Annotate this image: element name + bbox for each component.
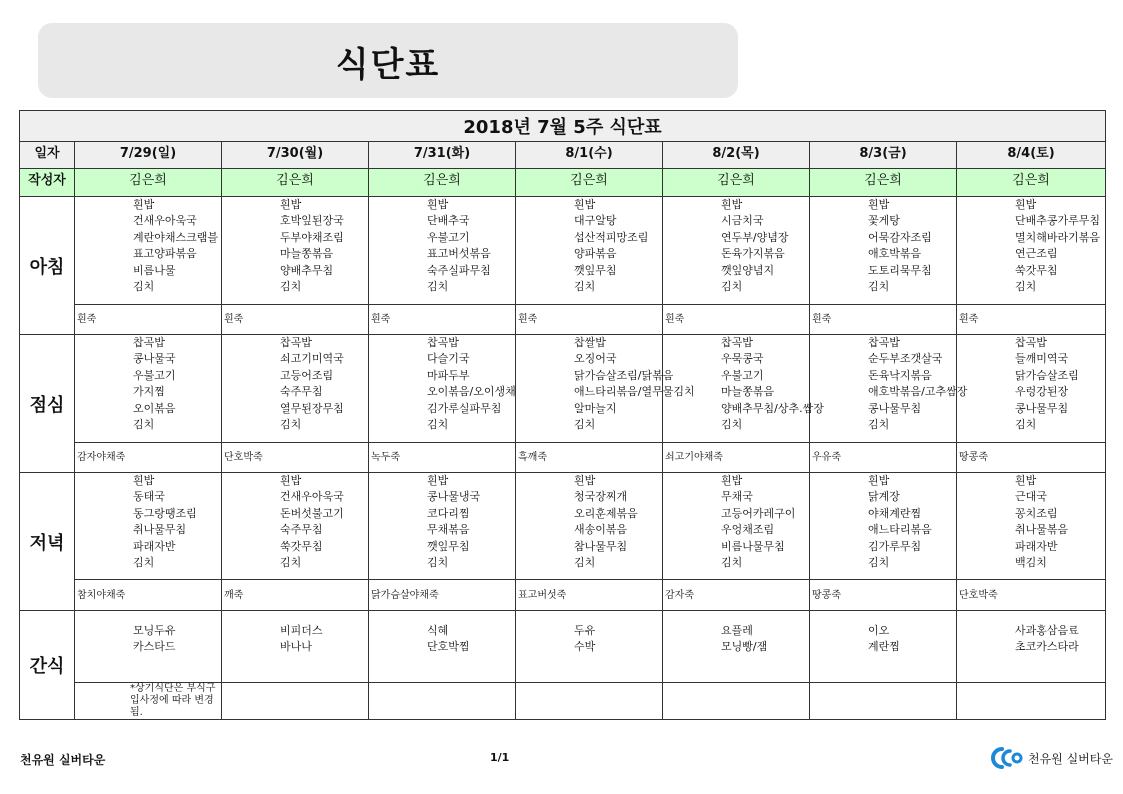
menu-item: 호박잎된장국	[280, 214, 344, 228]
menu-item: 김치	[721, 418, 743, 432]
date-cell: 7/29(일)	[75, 142, 222, 169]
porridge-cell: 흰죽	[810, 305, 957, 335]
writer-cell: 김은희	[222, 169, 369, 197]
menu-item: 무채국	[721, 490, 753, 504]
menu-item: 김치	[133, 280, 155, 294]
writer-row	[20, 169, 1106, 197]
menu-item: 찹곡밥	[280, 336, 312, 349]
menu-item: 김치	[427, 418, 449, 432]
porridge-cell: 흰죽	[369, 305, 516, 335]
date-cell: 8/4(토)	[957, 142, 1106, 169]
menu-item: 마늘쫑볶음	[721, 385, 775, 399]
menu-item: 연두부/양념장	[721, 230, 789, 244]
cyw-logo-icon	[990, 745, 1026, 771]
menu-item: 김치	[868, 280, 890, 294]
porridge-cell: 단호박죽	[957, 580, 1106, 611]
menu-item: 콩나물냉국	[427, 490, 481, 504]
menu-item: 흰밥	[721, 198, 743, 211]
dinner-menu-cell	[810, 473, 957, 580]
snack-item: 식혜	[427, 624, 449, 637]
menu-item: 돈육가지볶음	[721, 247, 785, 261]
menu-item: 김치	[427, 280, 449, 294]
porridge-cell: 감자죽	[663, 580, 810, 611]
menu-item: 두부야채조림	[280, 230, 344, 244]
footer-page-number: 1/1	[490, 751, 510, 764]
snack-menu-cell	[957, 611, 1106, 683]
lunch-menu-cell	[957, 335, 1106, 443]
dinner-menu-cell	[663, 473, 810, 580]
date-cell: 7/31(화)	[369, 142, 516, 169]
porridge-cell: 쇠고기야채죽	[663, 443, 810, 473]
menu-item: 가지찜	[133, 385, 165, 399]
note-cell	[369, 683, 516, 720]
menu-item: 들깨미역국	[1015, 352, 1069, 366]
menu-item: 흰밥	[1015, 198, 1037, 211]
menu-item: 숙주무침	[280, 523, 323, 537]
dinner-menu-cell	[516, 473, 663, 580]
breakfast-menu-cell	[516, 197, 663, 305]
breakfast-label: 아침	[20, 197, 75, 335]
menu-item: 김치	[868, 556, 890, 570]
menu-item: 흰밥	[721, 474, 743, 487]
menu-item: 우엉채조림	[721, 523, 775, 537]
porridge-cell: 흰죽	[75, 305, 222, 335]
date-label: 일자	[20, 142, 75, 169]
menu-item: 백김치	[1015, 556, 1047, 570]
menu-item: 콩나물무침	[868, 401, 922, 415]
writer-cell: 김은희	[75, 169, 222, 197]
menu-item: 깻잎양념지	[721, 263, 775, 277]
menu-item: 흰밥	[574, 474, 596, 487]
snack-menu-cell	[516, 611, 663, 683]
dinner-menu-cell	[222, 473, 369, 580]
menu-item: 흰밥	[868, 474, 890, 487]
menu-item: 애느타리볶음	[868, 523, 932, 537]
menu-item: 오리훈제볶음	[574, 506, 638, 520]
snack-item: 모닝두유	[133, 624, 176, 637]
menu-item: 흰밥	[280, 198, 302, 211]
menu-item: 어묵감자조림	[868, 230, 932, 244]
menu-item: 표고버섯볶음	[427, 247, 491, 261]
porridge-cell: 단호박죽	[222, 443, 369, 473]
date-cell: 8/1(수)	[516, 142, 663, 169]
menu-item: 우불고기	[133, 368, 176, 382]
porridge-cell: 땅콩죽	[810, 580, 957, 611]
menu-item: 멸치해바라기볶음	[1015, 230, 1101, 244]
menu-item: 흰밥	[133, 474, 155, 487]
menu-item: 흰밥	[574, 198, 596, 211]
menu-item: 꽁치조림	[1015, 506, 1058, 520]
menu-item: 비름나물	[133, 263, 176, 277]
porridge-cell: 표고버섯죽	[516, 580, 663, 611]
dinner-row	[20, 473, 1106, 580]
breakfast-menu-cell	[957, 197, 1106, 305]
menu-item: 쇠고기미역국	[280, 352, 344, 366]
dinner-menu-cell	[75, 473, 222, 580]
footer-organization: 천유원 실버타운	[20, 753, 106, 767]
writer-cell: 김은희	[957, 169, 1106, 197]
menu-item: 김치	[574, 556, 596, 570]
snack-menu-cell	[810, 611, 957, 683]
menu-item: 마늘쫑볶음	[280, 247, 334, 261]
menu-item: 고등어조림	[280, 368, 334, 382]
menu-item: 김가루실파무침	[427, 401, 502, 415]
snack-item: 이오	[868, 624, 890, 637]
snack-item: 단호박찜	[427, 640, 470, 653]
menu-item: 야채계란찜	[868, 506, 922, 520]
porridge-cell: 깨죽	[222, 580, 369, 611]
lunch-row	[20, 335, 1106, 443]
menu-item: 청국장찌개	[574, 490, 628, 504]
menu-item: 쑥갓무침	[280, 539, 323, 553]
menu-item: 돈육낙지볶음	[868, 368, 932, 382]
menu-item: 꽃게탕	[868, 214, 900, 228]
menu-item: 비름나물무침	[721, 539, 785, 553]
lunch-porridge-row	[20, 443, 1106, 473]
snack-item: 요플레	[721, 624, 753, 637]
menu-item: 표고양파볶음	[133, 247, 197, 261]
date-cell: 7/30(월)	[222, 142, 369, 169]
menu-item: 김치	[280, 418, 302, 432]
snack-item: 바나나	[280, 640, 312, 653]
menu-item: 파래자반	[133, 539, 176, 553]
menu-item: 김치	[280, 556, 302, 570]
menu-item: 닭가슴살조림/닭볶음	[574, 368, 674, 382]
menu-item: 섭산적피망조림	[574, 230, 649, 244]
date-row	[20, 142, 1106, 169]
menu-item: 흰밥	[133, 198, 155, 211]
menu-item: 계란야채스크램블	[133, 230, 219, 244]
menu-item: 동태국	[133, 490, 165, 504]
menu-item: 취나물볶음	[1015, 523, 1069, 537]
menu-item: 김가루무침	[868, 539, 922, 553]
breakfast-porridge-row	[20, 305, 1106, 335]
menu-item: 돈버섯불고기	[280, 506, 344, 520]
porridge-cell: 참치야채죽	[75, 580, 222, 611]
note-cell	[810, 683, 957, 720]
menu-item: 김치	[1015, 418, 1037, 432]
menu-item: 콩나물국	[133, 352, 176, 366]
dinner-menu-cell	[369, 473, 516, 580]
menu-item: 흰밥	[280, 474, 302, 487]
snack-item: 계란찜	[868, 640, 900, 653]
menu-item: 우불고기	[721, 368, 764, 382]
porridge-cell: 녹두죽	[369, 443, 516, 473]
menu-item: 쑥갓무침	[1015, 263, 1058, 277]
menu-item: 파래자반	[1015, 539, 1058, 553]
porridge-cell: 흑깨죽	[516, 443, 663, 473]
lunch-menu-cell	[75, 335, 222, 443]
menu-item: 무채볶음	[427, 523, 470, 537]
menu-item: 양배추무침/상추.쌈장	[721, 401, 824, 415]
menu-item: 코다리찜	[427, 506, 470, 520]
menu-item: 열무된장무침	[280, 401, 344, 415]
menu-item: 김치	[427, 556, 449, 570]
menu-item: 깻잎무침	[574, 263, 617, 277]
menu-item: 애호박볶음	[868, 247, 922, 261]
menu-item: 알마늘지	[574, 401, 617, 415]
note-cell	[957, 683, 1106, 720]
menu-item: 오이볶음	[133, 401, 176, 415]
footer-logo	[990, 745, 1113, 771]
menu-item: 고등어카레구이	[721, 506, 796, 520]
menu-item: 김치	[1015, 280, 1037, 294]
breakfast-menu-cell	[663, 197, 810, 305]
dinner-porridge-row	[20, 580, 1106, 611]
menu-item: 흰밥	[868, 198, 890, 211]
lunch-label: 점심	[20, 335, 75, 473]
menu-item: 연근조림	[1015, 247, 1058, 261]
menu-item: 근대국	[1015, 490, 1047, 504]
menu-item: 찹곡밥	[868, 336, 900, 349]
porridge-cell: 감자야채죽	[75, 443, 222, 473]
menu-item: 단배추콩가루무침	[1015, 214, 1101, 228]
porridge-cell: 흰죽	[516, 305, 663, 335]
menu-item: 찹곡밥	[721, 336, 753, 349]
page-title-box	[38, 23, 738, 98]
snack-menu-cell	[75, 611, 222, 683]
writer-cell: 김은희	[516, 169, 663, 197]
date-cell: 8/3(금)	[810, 142, 957, 169]
menu-item: 흰밥	[1015, 474, 1037, 487]
menu-item: 김치	[133, 556, 155, 570]
menu-item: 우렁강된장	[1015, 385, 1069, 399]
note-cell	[663, 683, 810, 720]
breakfast-menu-cell	[75, 197, 222, 305]
menu-item: 김치	[133, 418, 155, 432]
menu-item: 숙주무침	[280, 385, 323, 399]
menu-item: 대구알탕	[574, 214, 617, 228]
breakfast-row	[20, 197, 1106, 305]
note-row	[20, 683, 1106, 720]
snack-item: 사과홍삼음료	[1015, 624, 1079, 637]
menu-item: 김치	[721, 280, 743, 294]
menu-item: 새송이볶음	[574, 523, 628, 537]
menu-item: 닭가슴살조림	[1015, 368, 1079, 382]
snack-item: 카스타드	[133, 640, 176, 653]
porridge-cell: 닭가슴살야채죽	[369, 580, 516, 611]
menu-item: 양파볶음	[574, 247, 617, 261]
menu-item: 애호박볶음/고추쌈장	[868, 385, 968, 399]
porridge-cell: 흰죽	[663, 305, 810, 335]
menu-item: 시금치국	[721, 214, 764, 228]
breakfast-menu-cell	[810, 197, 957, 305]
snack-item: 두유	[574, 624, 596, 637]
menu-item: 김치	[574, 418, 596, 432]
menu-item: 우묵콩국	[721, 352, 764, 366]
menu-item: 숙주실파무침	[427, 263, 491, 277]
menu-item: 닭계장	[868, 490, 900, 504]
menu-item: 취나물무침	[133, 523, 187, 537]
menu-item: 흰밥	[427, 474, 449, 487]
menu-item: 건새우아욱국	[280, 490, 344, 504]
porridge-cell: 우유죽	[810, 443, 957, 473]
menu-item: 순두부조갯살국	[868, 352, 943, 366]
menu-item: 우불고기	[427, 230, 470, 244]
writer-cell: 김은희	[663, 169, 810, 197]
writer-label: 작성자	[20, 169, 75, 197]
footer-logo-text: 천유원 실버타운	[1028, 751, 1113, 766]
menu-item: 김치	[574, 280, 596, 294]
menu-item: 다슬기국	[427, 352, 470, 366]
menu-item: 깻잎무침	[427, 539, 470, 553]
porridge-cell: 흰죽	[222, 305, 369, 335]
menu-item: 동그랑땡조림	[133, 506, 197, 520]
snack-item: 초코카스타라	[1015, 640, 1079, 653]
date-cell: 8/2(목)	[663, 142, 810, 169]
snack-label: 간식	[20, 611, 75, 720]
snack-item: 수박	[574, 640, 596, 653]
menu-item: 김치	[868, 418, 890, 432]
menu-item: 건새우아욱국	[133, 214, 197, 228]
dinner-label: 저녁	[20, 473, 75, 611]
menu-item: 김치	[721, 556, 743, 570]
snack-item: 모닝빵/잼	[721, 640, 768, 653]
snack-menu-cell	[369, 611, 516, 683]
lunch-menu-cell	[222, 335, 369, 443]
lunch-menu-cell	[369, 335, 516, 443]
menu-item: 흰밥	[427, 198, 449, 211]
menu-item: 참나물무침	[574, 539, 628, 553]
snack-menu-cell	[222, 611, 369, 683]
menu-item: 찹곡밥	[133, 336, 165, 349]
note-cell: *상기식단은 부식구입사정에 따라 변경됨.	[75, 683, 222, 720]
lunch-menu-cell	[810, 335, 968, 443]
menu-item: 찹곡밥	[427, 336, 459, 349]
porridge-cell: 땅콩죽	[957, 443, 1106, 473]
writer-cell: 김은희	[810, 169, 957, 197]
breakfast-menu-cell	[369, 197, 516, 305]
menu-item: 단배추국	[427, 214, 470, 228]
menu-item: 오징어국	[574, 352, 617, 366]
writer-cell: 김은희	[369, 169, 516, 197]
lunch-menu-cell	[516, 335, 695, 443]
table-title: 2018년 7월 5주 식단표	[20, 111, 1106, 142]
snack-menu-cell	[663, 611, 810, 683]
menu-item: 오이볶음/오이생채	[427, 385, 516, 399]
porridge-cell: 흰죽	[957, 305, 1106, 335]
snack-item: 비피더스	[280, 624, 323, 637]
menu-item: 찹곡밥	[1015, 336, 1047, 349]
menu-item: 콩나물무침	[1015, 401, 1069, 415]
menu-item: 양배추무침	[280, 263, 334, 277]
note-cell	[516, 683, 663, 720]
menu-table	[19, 110, 1106, 720]
menu-item: 마파두부	[427, 368, 470, 382]
menu-item: 김치	[280, 280, 302, 294]
menu-item: 찹쌀밥	[574, 336, 606, 349]
menu-item: 애느타리볶음/열무물김치	[574, 385, 695, 399]
breakfast-menu-cell	[222, 197, 369, 305]
snack-row	[20, 611, 1106, 683]
note-cell	[222, 683, 369, 720]
menu-item: 도토리묵무침	[868, 263, 932, 277]
page-title: 식단표	[335, 45, 441, 85]
dinner-menu-cell	[957, 473, 1106, 580]
